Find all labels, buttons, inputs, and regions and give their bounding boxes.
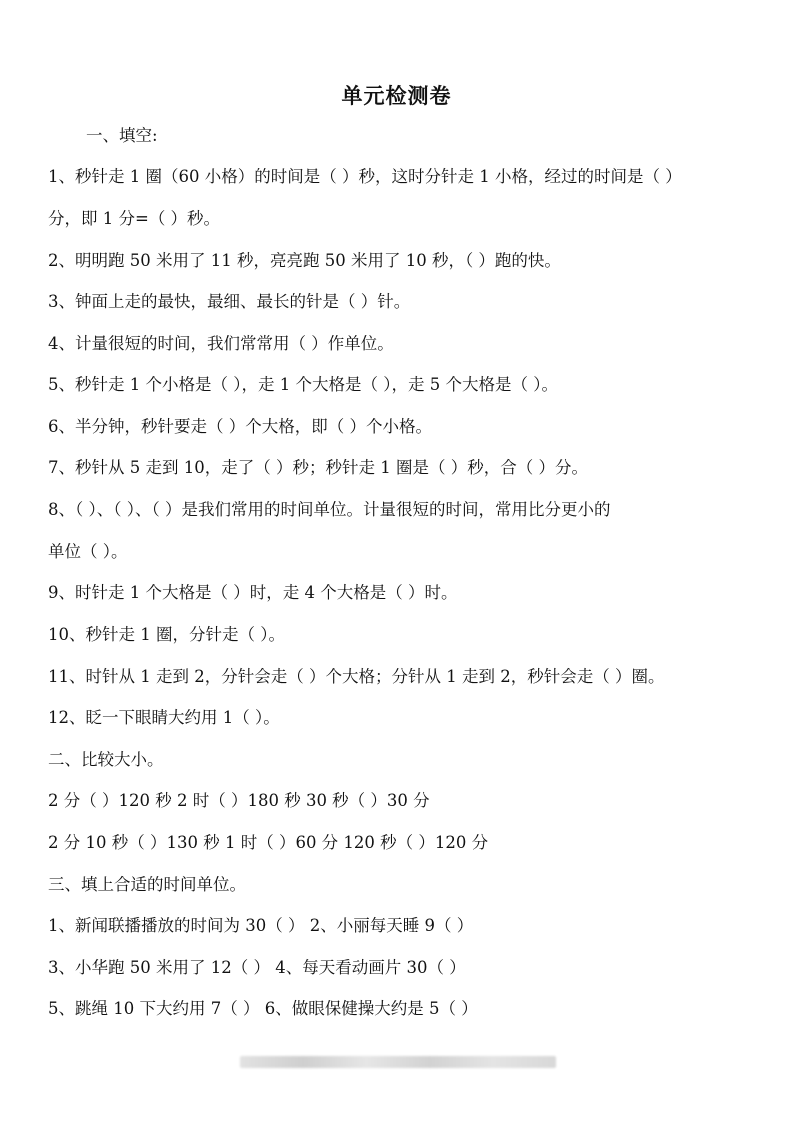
compare-row-1: 2 分（ ）120 秒 2 时（ ）180 秒 30 秒（ ）30 分: [48, 791, 430, 810]
question-8-line-2: 单位（ ）。: [48, 542, 128, 561]
blurred-footer: [240, 1056, 556, 1068]
compare-row-2: 2 分 10 秒（ ）130 秒 1 时（ ）60 分 120 秒（ ）120 分: [48, 833, 489, 852]
unit-row-1: 1、新闻联播播放的时间为 30（ ） 2、小丽每天睡 9（ ）: [48, 916, 474, 935]
unit-row-3: 5、跳绳 10 下大约用 7（ ） 6、做眼保健操大约是 5（ ）: [48, 999, 478, 1018]
question-9: 9、时针走 1 个大格是（ ）时，走 4 个大格是（ ）时。: [48, 583, 458, 602]
section-1-heading: 一、填空:: [86, 126, 158, 145]
page-title: 单元检测卷: [341, 83, 452, 108]
unit-row-2: 3、小华跑 50 米用了 12（ ） 4、每天看动画片 30（ ）: [48, 958, 466, 977]
question-7: 7、秒针从 5 走到 10，走了（ ）秒；秒针走 1 圈是（ ）秒，合（ ）分。: [48, 458, 588, 477]
question-3: 3、钟面上走的最快，最细、最长的针是（ ）针。: [48, 292, 411, 311]
question-11: 11、时针从 1 走到 2，分针会走（ ）个大格；分针从 1 走到 2，秒针会走（ ）圈。: [48, 667, 665, 686]
question-10: 10、秒针走 1 圈，分针走（ ）。: [48, 625, 285, 644]
question-6: 6、半分钟，秒针要走（ ）个大格，即（ ）个小格。: [48, 417, 432, 436]
section-3-heading: 三、填上合适的时间单位。: [48, 875, 246, 894]
question-5: 5、秒针走 1 个小格是（ ），走 1 个大格是（ ），走 5 个大格是（ ）。: [48, 375, 558, 394]
question-8-line-1: 8、（ ）、（ ）、（ ）是我们常用的时间单位。计量很短的时间，常用比分更小的: [48, 500, 611, 519]
question-12: 12、眨一下眼睛大约用 1（ ）。: [48, 708, 280, 727]
section-2-heading: 二、比较大小。: [48, 750, 164, 769]
question-4: 4、计量很短的时间，我们常常用（ ）作单位。: [48, 334, 394, 353]
question-2: 2、明明跑 50 米用了 11 秒，亮亮跑 50 米用了 10 秒，（ ）跑的快。: [48, 251, 561, 270]
question-1-line-2: 分，即 1 分=（ ）秒。: [48, 209, 221, 228]
question-1-line-1: 1、秒针走 1 圈（60 小格）的时间是（ ）秒，这时分针走 1 小格，经过的时间是（ ）: [48, 167, 682, 186]
